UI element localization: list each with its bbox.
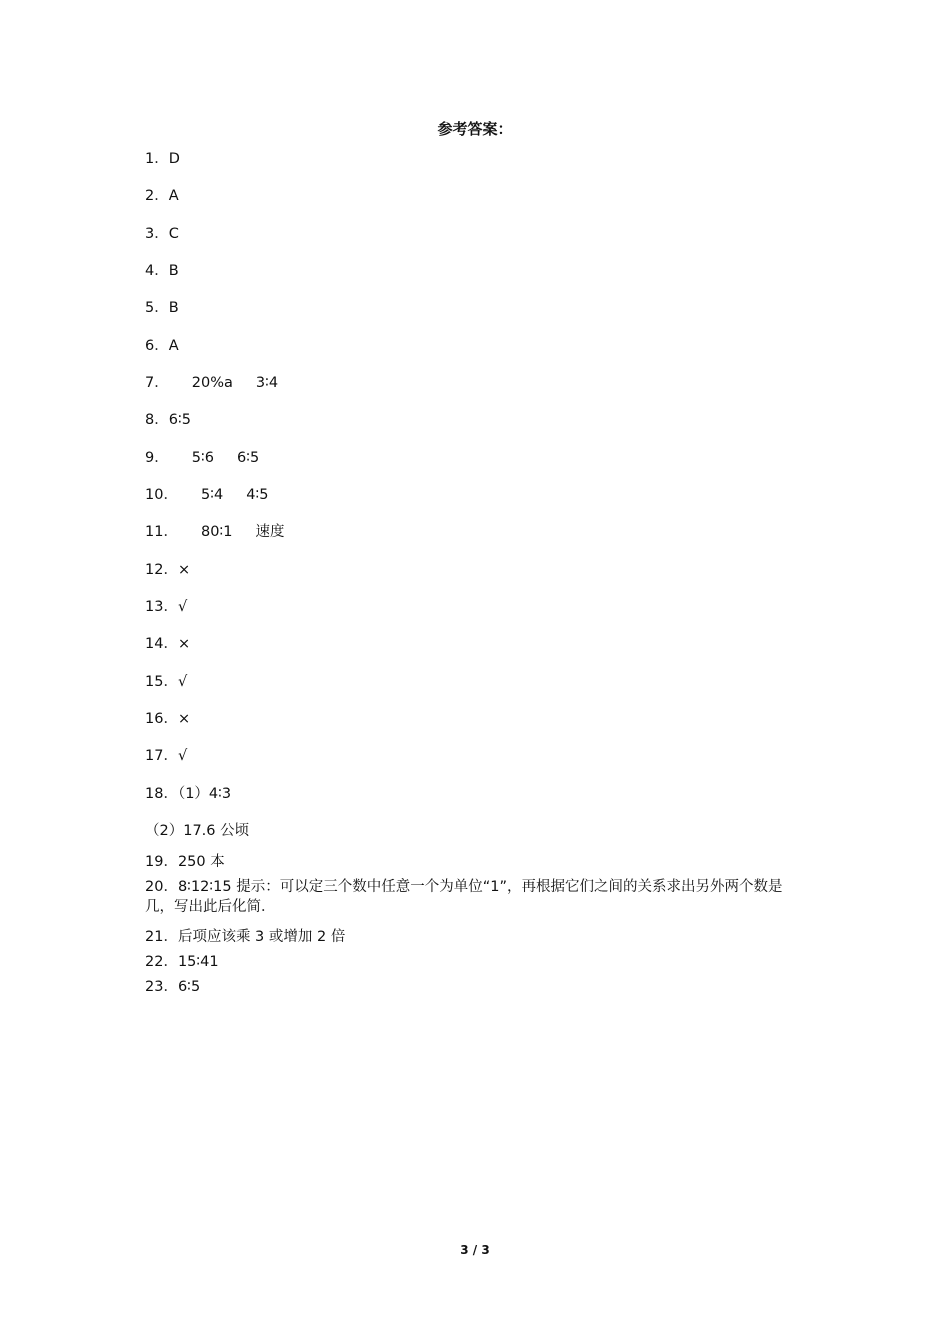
answer-item: 3．C (145, 226, 179, 242)
answer-item: 7． 20%a 3∶4 (145, 375, 279, 391)
answer-item: 20．8∶12∶15 提示：可以定三个数中任意一个为单位“1”，再根据它们之间的关系求出另外两个数是几，写出此后化简． (145, 879, 783, 915)
answer-item: 5．B (145, 300, 179, 316)
answer-item: 4．B (145, 263, 179, 279)
answer-item: 6．A (145, 338, 179, 354)
answer-item: 14．× (145, 636, 191, 652)
answer-item: 15．√ (145, 674, 188, 690)
answer-item: 17．√ (145, 748, 188, 764)
page-number: 3 / 3 (460, 1243, 490, 1257)
answer-item: 2．A (145, 188, 179, 204)
answer-item: 12．× (145, 562, 191, 578)
answer-item: （2）17.6 公顷 (145, 823, 250, 839)
answer-item: 1．D (145, 151, 180, 167)
page-title: 参考答案： (437, 120, 513, 138)
answer-item: 23．6∶5 (145, 979, 201, 995)
answer-item: 16．× (145, 711, 191, 727)
answer-item: 22．15∶41 (145, 954, 219, 970)
answer-item: 8．6∶5 (145, 412, 191, 428)
answer-item: 10． 5∶4 4∶5 (145, 487, 269, 503)
answer-item: 18．（1）4∶3 (145, 786, 232, 802)
answer-item: 19．250 本 (145, 854, 225, 870)
answer-item: 21．后项应该乘 3 或增加 2 倍 (145, 929, 346, 945)
answer-item: 11． 80∶1 速度 (145, 524, 285, 540)
answer-item: 9． 5∶6 6∶5 (145, 450, 260, 466)
answer-item: 13．√ (145, 599, 188, 615)
